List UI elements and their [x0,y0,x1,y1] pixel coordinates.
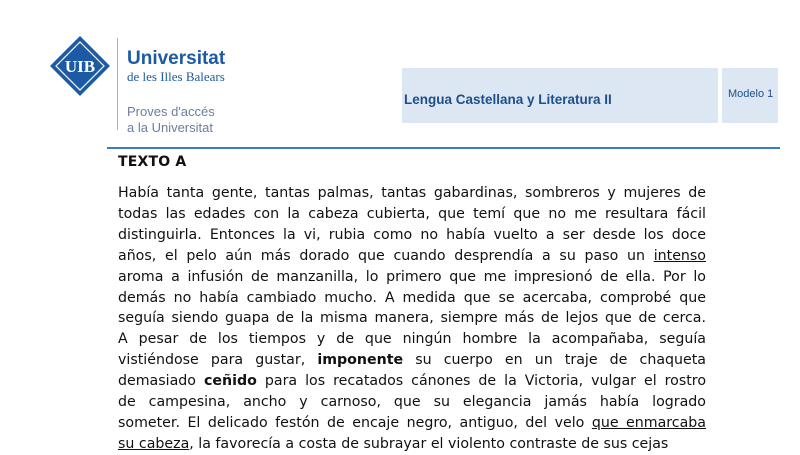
passage-line [118,246,706,267]
bold-word: imponente [317,352,404,369]
text-segment: , la favorecía a costa de subrayar el violento contraste de sus cejas [189,435,669,452]
program-line-1: Proves d'accés [127,104,215,119]
model-box [722,68,778,123]
program-line-2: a la Universitat [127,120,213,135]
uib-logo-diamond-icon [48,34,112,98]
passage-line [118,434,706,455]
text-segment: todas las edades con la cabeza cubierta, que temí que no me resultara fácil [118,205,706,222]
logo-text: UIB [64,57,96,76]
text-segment: de campesina, ancho y carnoso, que su elegancia jamás había logrado [118,394,706,411]
text-segment: seguía siendo guapa de la misma manera, siempre más de lejos que de cerca. [118,310,706,327]
model-label: Modelo 1 [728,88,774,100]
text-segment: vistiéndose para gustar, [118,352,318,369]
text-segment: distinguirla. Entonces la vi, rubia como no había vuelto a ser desde los doce [118,226,706,243]
passage-line [118,288,706,309]
bold-word: ceñido [203,373,257,390]
passage-line [118,392,706,413]
subject-title: Lengua Castellana y Literatura II [404,92,612,107]
passage-line [118,308,706,329]
passage-line [118,183,706,204]
text-segment: para los recatados cánones de la Victoria, vulgar el rostro [256,373,707,390]
text-segment: demasiado [118,373,204,390]
underlined-phrase: su cabeza [118,435,190,452]
institution-name: Universitat [127,48,226,69]
passage-line [118,329,706,350]
header-rule [107,147,780,149]
logo-divider [117,38,118,130]
text-segment: demás no había cambiado mucho. A medida que se acercaba, comprobé que [118,289,706,306]
text-segment: A pesar de los tiempos y de que ningún hombre la acompañaba, seguía [118,331,706,348]
subject-box [402,68,718,123]
passage-line [118,225,706,246]
passage-line [118,413,706,434]
program-name [127,104,215,136]
institution-subtitle: de les Illes Balears [127,69,225,84]
underlined-phrase: intenso [653,247,706,264]
text-segment: Había tanta gente, tantas palmas, tantas gabardinas, sombreros y mujeres de [118,185,706,201]
text-segment: aroma a infusión de manzanilla, lo primero que me impresionó de ella. Por lo [118,268,706,285]
underlined-phrase: que enmarcaba [591,414,706,431]
passage-line [118,204,706,225]
text-segment: su cuerpo en un traje de chaqueta [403,352,706,369]
text-segment: someter. El delicado festón de encaje negro, antiguo, del velo [118,414,592,431]
passage-text [118,183,706,455]
section-title: TEXTO A [118,154,187,170]
passage-line [118,371,706,392]
passage-line [118,267,706,288]
text-segment: años, el pelo aún más dorado que cuando desprendía a su paso un [118,247,654,264]
passage-line [118,350,706,371]
